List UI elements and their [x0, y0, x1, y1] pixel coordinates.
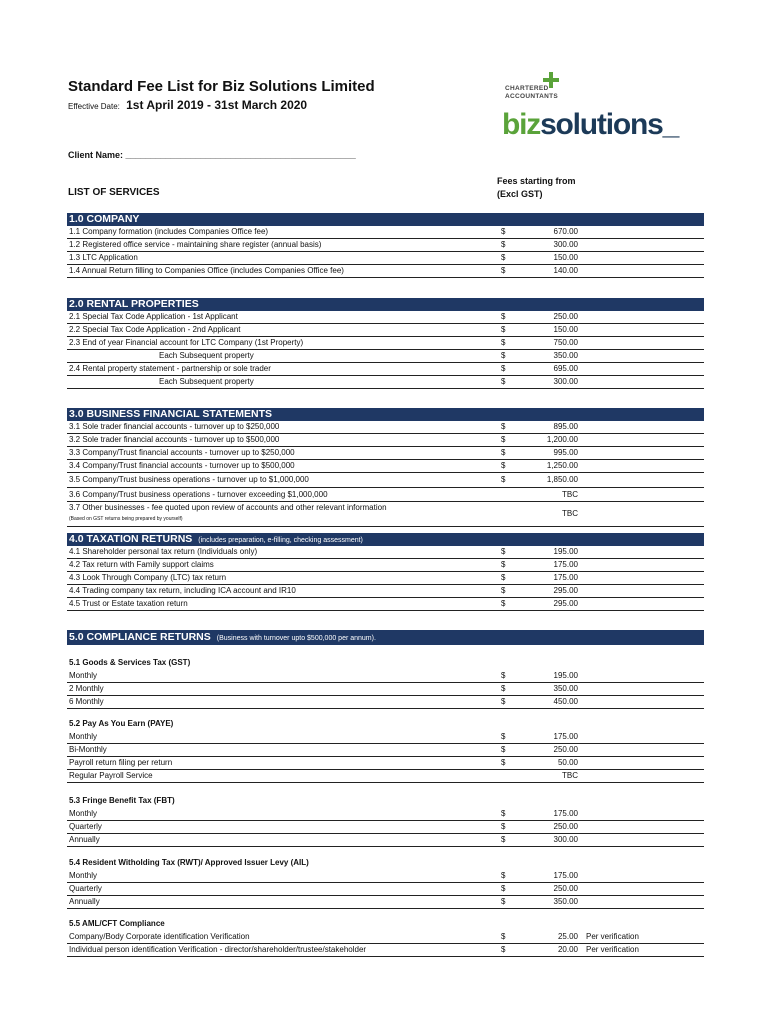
currency-symbol: $: [501, 671, 506, 680]
section-company: [67, 213, 704, 278]
fee-row: [67, 226, 704, 239]
group-fbt: [67, 794, 704, 847]
currency-symbol: $: [501, 884, 506, 893]
currency-symbol: $: [501, 377, 506, 386]
currency-symbol: $: [501, 573, 506, 582]
section-compliance-returns: [67, 630, 704, 645]
fee-amount: 175.00: [553, 560, 578, 569]
fee-label: 2.2 Special Tax Code Application - 2nd Applicant: [69, 325, 241, 334]
group-heading: 5.2 Pay As You Earn (PAYE): [69, 719, 174, 728]
fee-row: [67, 460, 704, 473]
currency-symbol: $: [501, 897, 506, 906]
currency-symbol: $: [501, 364, 506, 373]
fee-amount: 250.00: [553, 884, 578, 893]
fee-amount: 250.00: [553, 822, 578, 831]
currency-symbol: $: [501, 338, 506, 347]
page-title: Standard Fee List for Biz Solutions Limited: [68, 78, 375, 95]
currency-symbol: $: [501, 809, 506, 818]
fee-label: 4.3 Look Through Company (LTC) tax return: [69, 573, 227, 582]
fee-row: [67, 502, 704, 527]
fee-label: Monthly: [69, 732, 98, 741]
fee-row: [67, 683, 704, 696]
fee-label: Monthly: [69, 671, 98, 680]
currency-symbol: $: [501, 227, 506, 236]
section-title: 2.0 RENTAL PROPERTIES: [69, 298, 199, 310]
currency-symbol: $: [501, 945, 506, 954]
currency-symbol: $: [501, 697, 506, 706]
fee-amount: 895.00: [553, 422, 578, 431]
fees-heading-line1: Fees starting from: [497, 176, 576, 186]
fee-row: [67, 350, 704, 363]
fee-amount: TBC: [562, 509, 578, 518]
fee-label: Regular Payroll Service: [69, 771, 153, 780]
fee-amount: 195.00: [553, 547, 578, 556]
section-subtitle: (includes preparation, e-filling, checking assessment): [198, 537, 363, 544]
fee-row: [67, 731, 704, 744]
fee-row: [67, 572, 704, 585]
fee-row: [67, 870, 704, 883]
fee-label: Monthly: [69, 871, 98, 880]
currency-symbol: $: [501, 422, 506, 431]
fee-row: [67, 252, 704, 265]
fee-label: 1.1 Company formation (includes Companies Office fee): [69, 227, 269, 236]
fee-label: Annually: [69, 897, 100, 906]
fee-amount: 670.00: [553, 227, 578, 236]
fee-row: [67, 239, 704, 252]
section-taxation-returns: [67, 533, 704, 611]
fee-row: [67, 944, 704, 957]
fee-amount: 250.00: [553, 312, 578, 321]
fee-amount: 750.00: [553, 338, 578, 347]
currency-symbol: $: [501, 448, 506, 457]
fee-row: [67, 363, 704, 376]
currency-symbol: $: [501, 547, 506, 556]
fee-label: 4.1 Shareholder personal tax return (Individuals only): [69, 547, 258, 556]
fee-label: 2.4 Rental property statement - partnership or sole trader: [69, 364, 271, 373]
currency-symbol: $: [501, 266, 506, 275]
fee-amount: 450.00: [553, 697, 578, 706]
fee-label: 4.5 Trust or Estate taxation return: [69, 599, 188, 608]
section-title: 5.0 COMPLIANCE RETURNS: [69, 631, 211, 643]
fees-heading-line2: (Excl GST): [497, 189, 543, 199]
section-band: [67, 298, 704, 311]
fee-amount: 350.00: [553, 351, 578, 360]
fee-label: Each Subsequent property: [159, 377, 254, 386]
logo-word2: solutions_: [540, 108, 679, 141]
effective-date: [68, 98, 307, 112]
fee-row: [67, 808, 704, 821]
fee-label: 1.2 Registered office service - maintaining share register (annual basis): [69, 240, 322, 249]
fee-row: [67, 488, 704, 502]
fee-amount: 995.00: [553, 448, 578, 457]
currency-symbol: $: [501, 475, 506, 484]
fee-amount: 175.00: [553, 809, 578, 818]
fee-label: 2.1 Special Tax Code Application - 1st Applicant: [69, 312, 238, 321]
fee-row: [67, 770, 704, 783]
fee-note: Per verification: [586, 945, 639, 954]
section-title: 3.0 BUSINESS FINANCIAL STATEMENTS: [69, 408, 273, 420]
fee-row: [67, 585, 704, 598]
fee-amount: 1,850.00: [546, 475, 578, 484]
list-of-services-heading: LIST OF SERVICES: [68, 187, 160, 198]
fee-amount: TBC: [562, 771, 578, 780]
logo-line2: ACCOUNTANTS: [505, 93, 559, 100]
currency-symbol: $: [501, 560, 506, 569]
group-heading: 5.3 Fringe Benefit Tax (FBT): [69, 796, 175, 805]
fee-row: [67, 821, 704, 834]
group-paye: [67, 717, 704, 783]
fee-amount: 695.00: [553, 364, 578, 373]
fee-note: Per verification: [586, 932, 639, 941]
fee-label: 3.3 Company/Trust financial accounts - turnover up to $250,000: [69, 448, 295, 457]
currency-symbol: $: [501, 461, 506, 470]
effective-date-label: Effective Date:: [68, 102, 120, 111]
fee-label: 4.4 Trading company tax return, including ICA account and IR10: [69, 586, 296, 595]
client-name-field: Client Name: ______________________________________________: [68, 150, 356, 160]
currency-symbol: $: [501, 745, 506, 754]
fee-label: 2 Monthly: [69, 684, 104, 693]
fee-label: Annually: [69, 835, 100, 844]
fee-row: [67, 896, 704, 909]
fee-row: [67, 883, 704, 896]
fee-label: 3.5 Company/Trust business operations - turnover up to $1,000,000: [69, 475, 309, 484]
fee-amount: 300.00: [553, 377, 578, 386]
fee-amount: 1,200.00: [546, 435, 578, 444]
fee-row: [67, 744, 704, 757]
fee-label: 3.6 Company/Trust business operations - turnover exceeding $1,000,000: [69, 490, 328, 499]
group-heading: 5.1 Goods & Services Tax (GST): [69, 658, 191, 667]
fee-label: Monthly: [69, 809, 98, 818]
section-business-financial-statements: [67, 408, 704, 527]
fee-row: [67, 834, 704, 847]
section-title: 1.0 COMPANY: [69, 213, 140, 225]
fee-row: [67, 324, 704, 337]
logo-line1: CHARTERED: [505, 85, 549, 92]
fee-label: Quarterly: [69, 884, 102, 893]
currency-symbol: $: [501, 240, 506, 249]
section-subtitle: (Business with turnover upto $500,000 per annum).: [216, 635, 376, 642]
fee-label: 2.3 End of year Financial account for LTC Company (1st Property): [69, 338, 304, 347]
fee-amount: 25.00: [557, 932, 578, 941]
fee-row: [67, 546, 704, 559]
currency-symbol: $: [501, 684, 506, 693]
currency-symbol: $: [501, 871, 506, 880]
fee-label: 1.3 LTC Application: [69, 253, 138, 262]
fee-amount: 295.00: [553, 599, 578, 608]
group-rwt-ail: [67, 856, 704, 909]
fee-amount: 175.00: [553, 732, 578, 741]
currency-symbol: $: [501, 732, 506, 741]
fee-label: Company/Body Corporate identification Verification: [69, 932, 250, 941]
fee-amount: 250.00: [553, 745, 578, 754]
fee-amount: 150.00: [553, 325, 578, 334]
fee-row: [67, 421, 704, 434]
logo-word1: biz: [502, 108, 541, 141]
fee-amount: 140.00: [553, 266, 578, 275]
currency-symbol: $: [501, 758, 506, 767]
fee-amount: 300.00: [553, 240, 578, 249]
fee-amount: TBC: [562, 490, 578, 499]
fee-row: [67, 434, 704, 447]
fee-label: 3.4 Company/Trust financial accounts - turnover up to $500,000: [69, 461, 295, 470]
fee-amount: 175.00: [553, 871, 578, 880]
fee-amount: 1,250.00: [546, 461, 578, 470]
fee-row: [67, 447, 704, 460]
currency-symbol: $: [501, 351, 506, 360]
fee-row: [67, 337, 704, 350]
section-band: [67, 630, 704, 645]
fee-amount: 50.00: [557, 758, 578, 767]
fee-amount: 150.00: [553, 253, 578, 262]
fee-amount: 300.00: [553, 835, 578, 844]
currency-symbol: $: [501, 435, 506, 444]
fee-row: [67, 376, 704, 389]
fee-label: Quarterly: [69, 822, 102, 831]
group-heading: 5.4 Resident Witholding Tax (RWT)/ Approved Issuer Levy (AIL): [69, 858, 309, 867]
fee-label: 3.2 Sole trader financial accounts - turnover up to $500,000: [69, 435, 280, 444]
group-aml-cft: [67, 917, 704, 957]
currency-symbol: $: [501, 822, 506, 831]
logo-chartered-accountants: [505, 85, 558, 101]
fee-row: [67, 265, 704, 278]
fee-label: Each Subsequent property: [159, 351, 254, 360]
fee-row: [67, 757, 704, 770]
currency-symbol: $: [501, 325, 506, 334]
fee-amount: 350.00: [553, 684, 578, 693]
fee-footnote: (Based on GST returns being prepared by yourself): [69, 516, 183, 522]
fee-row: [67, 598, 704, 611]
section-band: [67, 408, 704, 421]
group-gst: [67, 656, 704, 709]
biz-solutions-logo: [502, 108, 678, 142]
fee-amount: 195.00: [553, 671, 578, 680]
currency-symbol: $: [501, 932, 506, 941]
section-band: [67, 213, 704, 226]
group-heading: 5.5 AML/CFT Compliance: [69, 919, 165, 928]
effective-date-value: 1st April 2019 - 31st March 2020: [126, 98, 308, 112]
fee-row: [67, 696, 704, 709]
fee-label: 3.1 Sole trader financial accounts - turnover up to $250,000: [69, 422, 280, 431]
currency-symbol: $: [501, 599, 506, 608]
fee-row: [67, 559, 704, 572]
fee-row: [67, 931, 704, 944]
fee-amount: 175.00: [553, 573, 578, 582]
fee-label: Individual person identification Verification - director/shareholder/trustee/stakeholder: [69, 945, 367, 954]
currency-symbol: $: [501, 835, 506, 844]
section-band: [67, 533, 704, 546]
fees-heading: [497, 175, 576, 201]
currency-symbol: $: [501, 586, 506, 595]
fee-label: 4.2 Tax return with Family support claims: [69, 560, 214, 569]
fee-row: [67, 311, 704, 324]
fee-amount: 20.00: [557, 945, 578, 954]
currency-symbol: $: [501, 253, 506, 262]
fee-label: Payroll return filing per return: [69, 758, 173, 767]
section-title: 4.0 TAXATION RETURNS: [69, 533, 193, 545]
fee-amount: 295.00: [553, 586, 578, 595]
section-rental-properties: [67, 298, 704, 389]
currency-symbol: $: [501, 312, 506, 321]
fee-label: Bi-Monthly: [69, 745, 107, 754]
fee-row: [67, 670, 704, 683]
fee-label: 6 Monthly: [69, 697, 104, 706]
fee-amount: 350.00: [553, 897, 578, 906]
fee-row: [67, 473, 704, 488]
fee-label: 1.4 Annual Return filling to Companies Office (includes Companies Office fee): [69, 266, 344, 275]
fee-label: 3.7 Other businesses - fee quoted upon review of accounts and other relevant information: [69, 503, 387, 512]
